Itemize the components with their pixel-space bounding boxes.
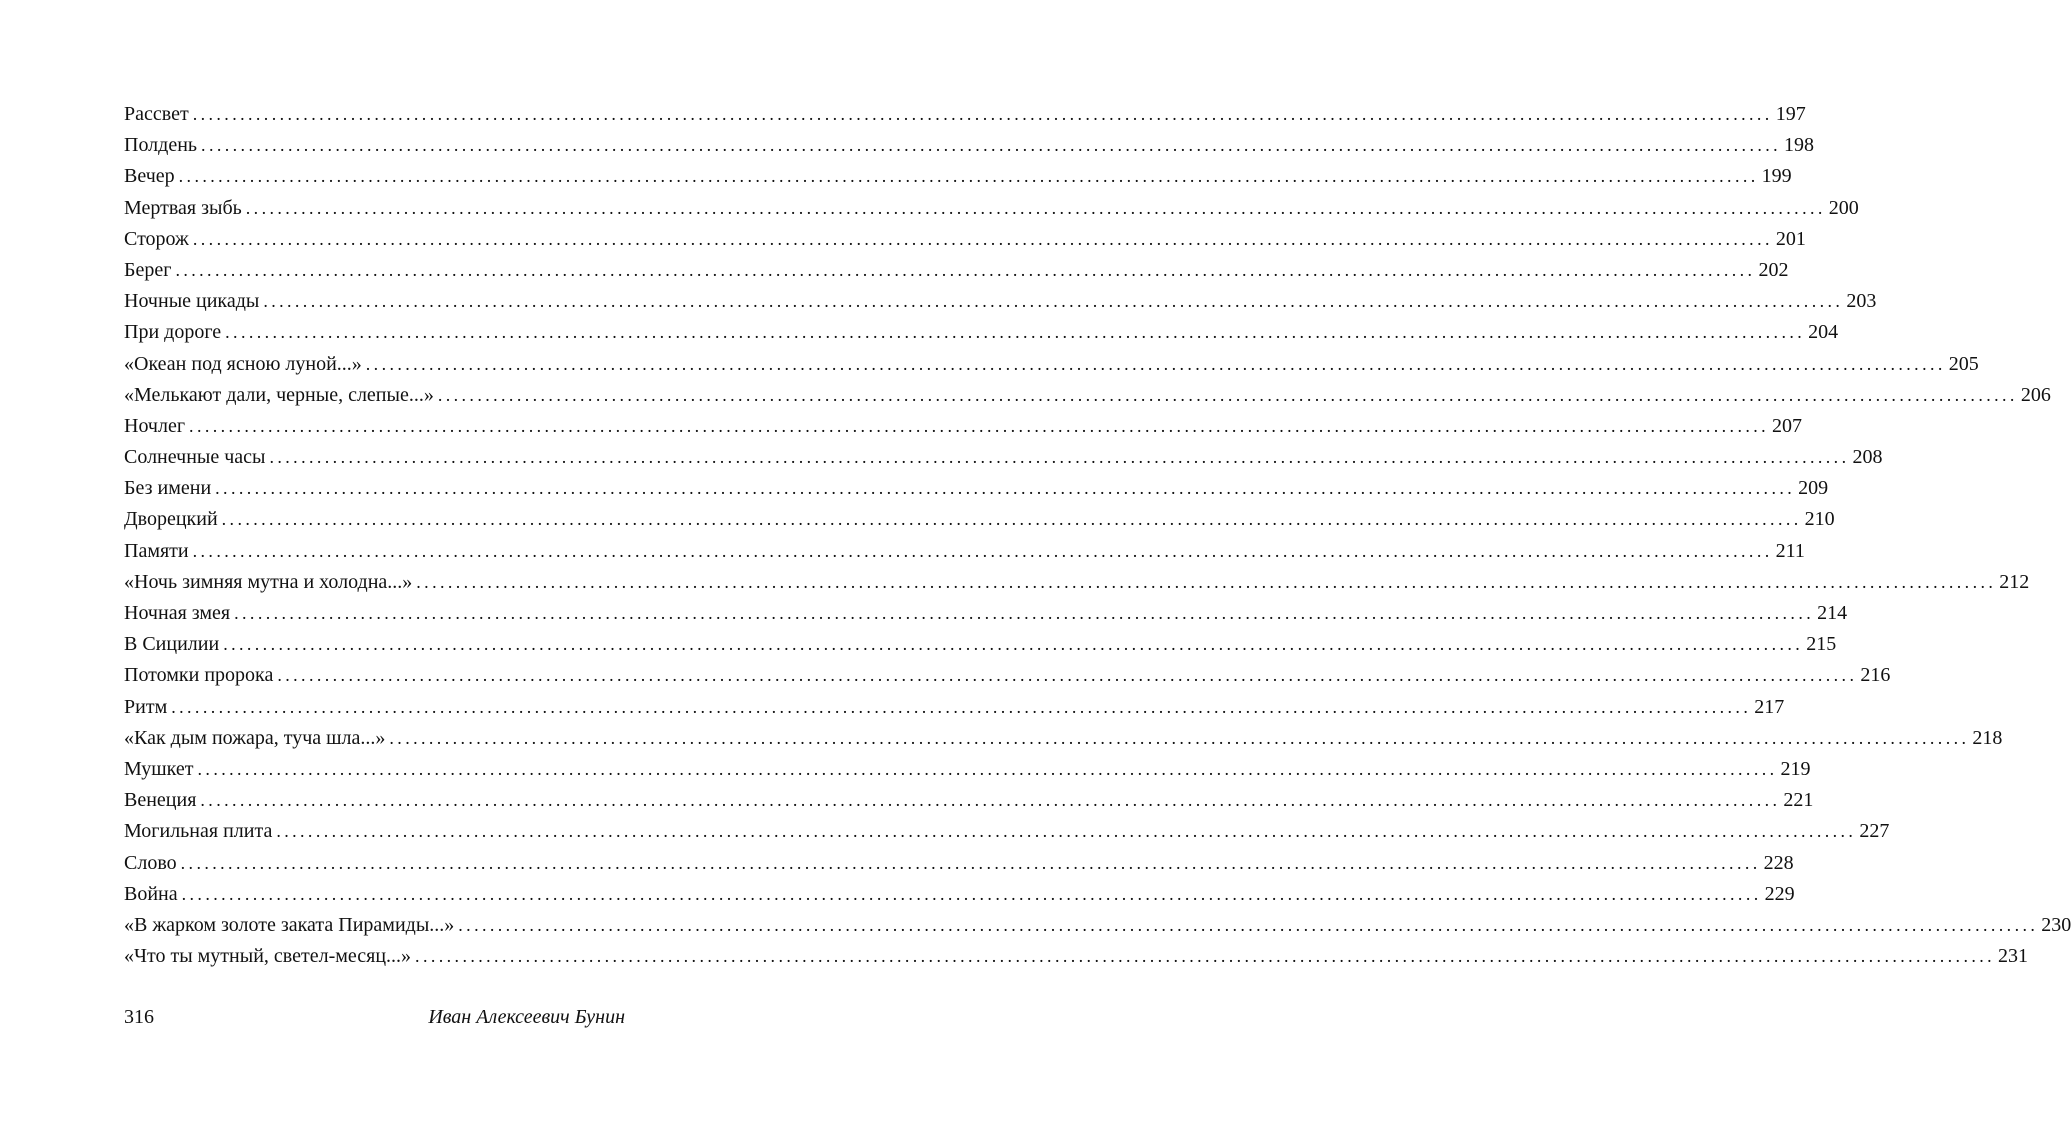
toc-entry-title: Мертвая зыбь <box>124 196 242 219</box>
toc-entry-page: 207 <box>1772 414 1803 437</box>
toc-entry <box>124 785 1814 816</box>
toc-entry-title: Мушкет <box>124 757 194 780</box>
toc-entry-title: При дороге <box>124 321 222 344</box>
toc-entry <box>124 380 2051 411</box>
toc-entry <box>124 224 1806 255</box>
dot-leader: ........................................................................................................................................................................................................ <box>365 353 1946 374</box>
dot-leader: ........................................................................................................................................................................................................ <box>175 259 1756 280</box>
toc-entry-title: «В жарком золоте заката Пирамиды...» <box>124 913 455 936</box>
dot-leader: ........................................................................................................................................................................................................ <box>437 384 2018 405</box>
dot-leader: ........................................................................................................................................................................................................ <box>234 603 1815 623</box>
toc-entry-page: 216 <box>1860 664 1891 687</box>
toc-entry-page: 228 <box>1763 851 1794 874</box>
toc-entry-page: 219 <box>1780 757 1811 780</box>
dot-leader: ........................................................................................................................................................................................................ <box>192 228 1773 249</box>
toc-entry <box>124 317 1839 348</box>
toc-entry-page: 203 <box>1846 290 1877 313</box>
toc-entry <box>124 629 1837 660</box>
toc-entry-page: 199 <box>1761 165 1792 188</box>
toc-entry-title: «Мелькают дали, черные, слепые...» <box>124 383 434 406</box>
toc-entry-title: Без имени <box>124 477 212 500</box>
toc-entry-page: 231 <box>1998 945 2029 968</box>
toc-entry-page: 230 <box>2041 913 2071 936</box>
toc-entry-title: Солнечные часы <box>124 446 266 469</box>
dot-leader: ........................................................................................................................................................................................................ <box>245 197 1826 218</box>
dot-leader: ........................................................................................................................................................................................................ <box>171 696 1752 717</box>
toc-entry-page: 198 <box>1784 134 1815 157</box>
toc-entry-page: 229 <box>1764 882 1795 905</box>
toc-entry-page: 221 <box>1783 789 1814 812</box>
toc-entry <box>124 879 1795 910</box>
toc-entry-title: Вечер <box>124 165 175 188</box>
toc-entry-title: Ритм <box>124 695 168 718</box>
toc-entry-page: 211 <box>1775 539 1805 562</box>
toc-entry-title: Полдень <box>124 134 198 157</box>
toc-entry-title: Ночлег <box>124 414 186 437</box>
dot-leader: ........................................................................................................................................................................................................ <box>197 758 1778 779</box>
toc-entry-title: «Ночь зимняя мутна и холодна...» <box>124 570 413 593</box>
toc-entry <box>124 567 2030 598</box>
dot-leader: ........................................................................................................................................................................................................ <box>178 166 1759 187</box>
toc-entry-page: 210 <box>1804 508 1835 531</box>
toc-entry <box>124 442 1883 473</box>
toc-entry-title: «Что ты мутный, светел-месяц...» <box>124 945 412 968</box>
toc-entry <box>124 504 1835 535</box>
toc-entry-title: Памяти <box>124 539 189 562</box>
toc-entry-page: 204 <box>1808 321 1839 344</box>
toc-entry-page: 209 <box>1798 477 1829 500</box>
toc-entry-page: 218 <box>1972 726 2003 749</box>
toc-entry-page: 202 <box>1758 258 1789 281</box>
toc-entry <box>124 692 1785 723</box>
toc-entry <box>124 473 1829 504</box>
toc-entry <box>124 411 1803 442</box>
toc-entry-page: 205 <box>1948 352 1979 375</box>
toc-entry-page: 197 <box>1775 103 1806 125</box>
toc-entry <box>124 99 1806 130</box>
toc-entry-title: Слово <box>124 851 177 874</box>
toc-entry <box>124 816 1890 847</box>
toc-entry <box>124 598 1848 629</box>
toc-entry-title: «Как дым пожара, туча шла...» <box>124 726 386 749</box>
toc-entry-title: Ночная змея <box>124 602 231 624</box>
toc-entry-page: 227 <box>1859 820 1890 843</box>
page-number: 316 <box>124 1006 154 1028</box>
dot-leader: ........................................................................................................................................................................................................ <box>458 914 2039 935</box>
dot-leader: ........................................................................................................................................................................................................ <box>221 509 1802 530</box>
toc-entry-page: 212 <box>1999 570 2030 593</box>
dot-leader: ........................................................................................................................................................................................................ <box>201 135 1782 156</box>
toc-entry <box>124 660 1891 691</box>
dot-leader: ........................................................................................................................................................................................................ <box>415 946 1996 967</box>
toc-entry <box>124 193 1859 224</box>
toc-entry-page: 214 <box>1817 602 1848 624</box>
toc-entry <box>124 848 1794 879</box>
toc-entry-title: Война <box>124 882 178 905</box>
toc-entry <box>124 255 1789 286</box>
toc-entry <box>124 349 1979 380</box>
dot-leader: ........................................................................................................................................................................................................ <box>200 790 1781 811</box>
toc-entry-page: 217 <box>1754 695 1785 718</box>
toc-entry-page: 201 <box>1775 227 1806 250</box>
toc-entry-title: Ночные цикады <box>124 290 260 313</box>
dot-leader: ........................................................................................................................................................................................................ <box>215 478 1796 499</box>
dot-leader: ........................................................................................................................................................................................................ <box>189 415 1770 436</box>
dot-leader: ........................................................................................................................................................................................................ <box>276 821 1857 842</box>
toc-entry-title: Венеция <box>124 789 197 812</box>
dot-leader: ........................................................................................................................................................................................................ <box>180 852 1761 873</box>
toc-entry-page: 208 <box>1852 446 1883 469</box>
dot-leader: ........................................................................................................................................................................................................ <box>389 727 1970 748</box>
dot-leader: ........................................................................................................................................................................................................ <box>416 571 1997 592</box>
toc-entry <box>124 754 1811 785</box>
dot-leader: ........................................................................................................................................................................................................ <box>192 540 1773 561</box>
toc-entry-page: 200 <box>1828 196 1859 219</box>
toc-entry <box>124 286 1877 317</box>
toc-entry-title: Дворецкий <box>124 508 218 531</box>
toc-entry <box>124 723 2003 754</box>
toc-entry <box>124 130 1815 161</box>
toc-entry-title: Сторож <box>124 227 189 250</box>
dot-leader: ........................................................................................................................................................................................................ <box>277 665 1858 686</box>
toc-entry-title: Рассвет <box>124 103 189 125</box>
dot-leader: ........................................................................................................................................................................................................ <box>263 291 1844 312</box>
toc-entry <box>124 910 2071 941</box>
toc-entry <box>124 536 1805 567</box>
dot-leader: ........................................................................................................................................................................................................ <box>269 447 1850 468</box>
page-footer <box>124 1003 625 1031</box>
toc-entry <box>124 161 1792 192</box>
dot-leader: ........................................................................................................................................................................................................ <box>181 883 1762 904</box>
table-of-contents <box>124 99 2071 972</box>
toc-entry-title: В Сицилии <box>124 633 220 656</box>
dot-leader: ........................................................................................................................................................................................................ <box>225 322 1806 343</box>
dot-leader: ........................................................................................................................................................................................................ <box>192 104 1773 124</box>
toc-entry-title: Берег <box>124 258 172 281</box>
toc-entry-title: «Океан под ясною луной...» <box>124 352 362 375</box>
toc-entry-title: Могильная плита <box>124 820 273 843</box>
toc-entry-page: 206 <box>2020 383 2051 406</box>
toc-entry-page: 215 <box>1806 633 1837 656</box>
dot-leader: ........................................................................................................................................................................................................ <box>223 634 1804 655</box>
running-author: Иван Алексеевич Бунин <box>428 1006 625 1028</box>
toc-entry-title: Потомки пророка <box>124 664 274 687</box>
toc-entry <box>124 941 2029 972</box>
